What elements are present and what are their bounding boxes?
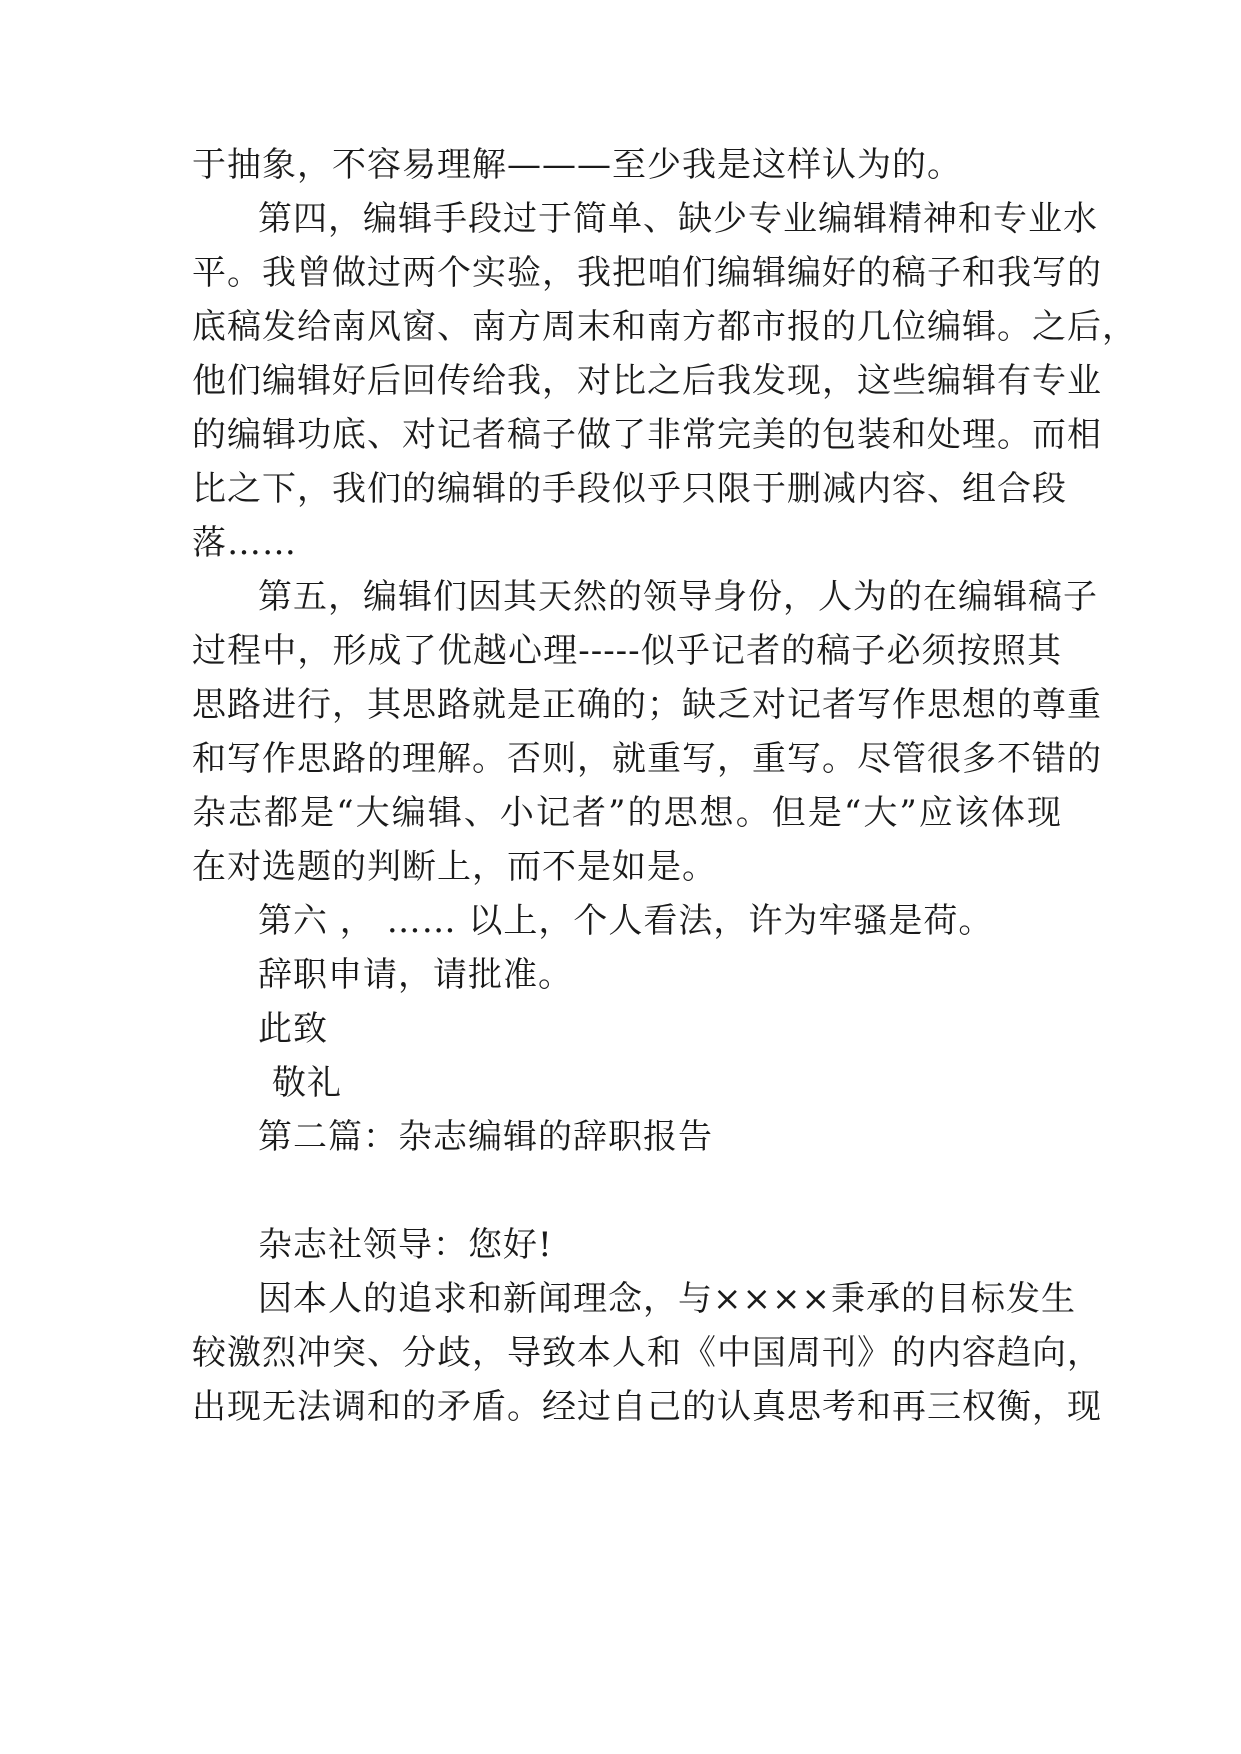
text-line: 落……	[192, 523, 297, 563]
text-line: 敬礼	[272, 1063, 342, 1103]
text-line: 思路进行，其思路就是正确的；缺乏对记者写作思想的尊重	[192, 685, 1102, 725]
section-heading: 第二篇：杂志编辑的辞职报告	[258, 1117, 713, 1157]
text-line: 较激烈冲突、分歧，导致本人和《中国周刊》的内容趋向，	[192, 1333, 1102, 1373]
text-line: 他们编辑好后回传给我，对比之后我发现，这些编辑有专业	[192, 361, 1102, 401]
text-line: 底稿发给南风窗、南方周末和南方都市报的几位编辑。之后，	[192, 307, 1137, 347]
text-line: 因本人的追求和新闻理念，与××××秉承的目标发生	[258, 1279, 1076, 1319]
text-line: 和写作思路的理解。否则，就重写，重写。尽管很多不错的	[192, 739, 1102, 779]
text-line: 的编辑功底、对记者稿子做了非常完美的包装和处理。而相	[192, 415, 1102, 455]
text-line: 此致	[258, 1009, 328, 1049]
text-line: 在对选题的判断上，而不是如是。	[192, 847, 717, 887]
text-line: 杂志都是“大编辑、小记者”的思想。但是“大”应该体现	[192, 793, 1062, 833]
text-line: 第六 ， …… 以上，个人看法，许为牢骚是荷。	[258, 901, 994, 941]
text-line: 辞职申请，请批准。	[258, 955, 573, 995]
text-line: 第四，编辑手段过于简单、缺少专业编辑精神和专业水	[258, 199, 1098, 239]
salutation: 杂志社领导：您好!	[258, 1225, 553, 1265]
text-line: 平。我曾做过两个实验，我把咱们编辑编好的稿子和我写的	[192, 253, 1102, 293]
text-line: 比之下，我们的编辑的手段似乎只限于删减内容、组合段	[192, 469, 1067, 509]
text-line: 第五，编辑们因其天然的领导身份，人为的在编辑稿子	[258, 577, 1098, 617]
text-line: 于抽象，不容易理解———至少我是这样认为的。	[192, 145, 962, 185]
text-line: 出现无法调和的矛盾。经过自己的认真思考和再三权衡，现	[192, 1387, 1102, 1427]
text-line: 过程中，形成了优越心理-----似乎记者的稿子必须按照其	[192, 631, 1062, 671]
